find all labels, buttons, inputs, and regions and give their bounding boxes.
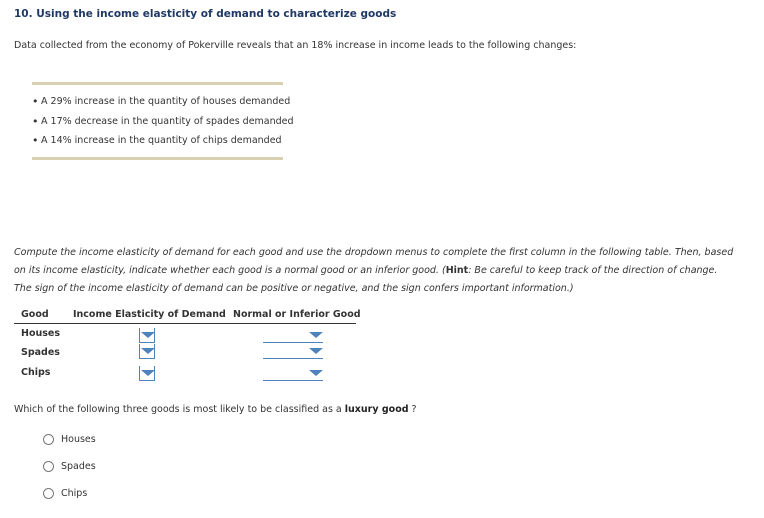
table-row-label-chips: Chips (21, 367, 51, 378)
chevron-down-icon (309, 348, 323, 354)
spades-normal-inferior-dropdown[interactable] (263, 348, 323, 359)
changes-callout (32, 82, 294, 160)
houses-elasticity-dropdown[interactable] (139, 332, 155, 343)
spades-elasticity-dropdown[interactable] (139, 348, 155, 359)
option-label: Houses (61, 434, 96, 445)
chevron-down-icon (309, 370, 323, 376)
question-intro: Data collected from the economy of Pokerville reveals that an 18% increase in income leads to the following changes: (14, 40, 577, 51)
radio-circle-icon[interactable] (43, 488, 54, 499)
table-row-label-houses: Houses (21, 328, 60, 339)
luxury-option-spades[interactable] (43, 461, 96, 472)
table-header-divider (14, 323, 356, 324)
chevron-down-icon (309, 332, 323, 338)
houses-normal-inferior-dropdown[interactable] (263, 332, 323, 343)
change-bullet-chips: • A 14% increase in the quantity of chips demanded (32, 133, 294, 153)
instructions-line-3: The sign of the income elasticity of demand can be positive or negative, and the sign confers important information.) (14, 283, 574, 294)
luxury-option-chips[interactable] (43, 488, 87, 499)
table-header-normal-inferior: Normal or Inferior Good (233, 309, 361, 320)
radio-circle-icon[interactable] (43, 461, 54, 472)
table-header-good: Good (21, 309, 49, 320)
chevron-down-icon (141, 332, 155, 338)
table-header-elasticity: Income Elasticity of Demand (73, 309, 226, 320)
change-bullet-spades: • A 17% decrease in the quantity of spades demanded (32, 114, 294, 134)
radio-circle-icon[interactable] (43, 434, 54, 445)
chips-elasticity-dropdown[interactable] (139, 370, 155, 381)
chips-normal-inferior-dropdown[interactable] (263, 370, 323, 381)
change-bullet-houses: • A 29% increase in the quantity of houses demanded (32, 94, 294, 114)
luxury-option-houses[interactable] (43, 434, 96, 445)
table-row-label-spades: Spades (21, 347, 60, 358)
chevron-down-icon (141, 348, 155, 354)
luxury-question: Which of the following three goods is most likely to be classified as a luxury good ? (14, 404, 417, 415)
option-label: Spades (61, 461, 96, 472)
option-label: Chips (61, 488, 88, 499)
instructions-line-2: on its income elasticity, indicate whether each good is a normal good or an inferior good. (Hint: Be careful to keep track of the direction of change. (14, 265, 718, 276)
chevron-down-icon (141, 370, 155, 376)
instructions-line-1: Compute the income elasticity of demand for each good and use the dropdown menus to complete the first column in the following table. Then, based (14, 247, 734, 258)
question-title: 10. Using the income elasticity of demand to characterize goods (14, 8, 397, 20)
